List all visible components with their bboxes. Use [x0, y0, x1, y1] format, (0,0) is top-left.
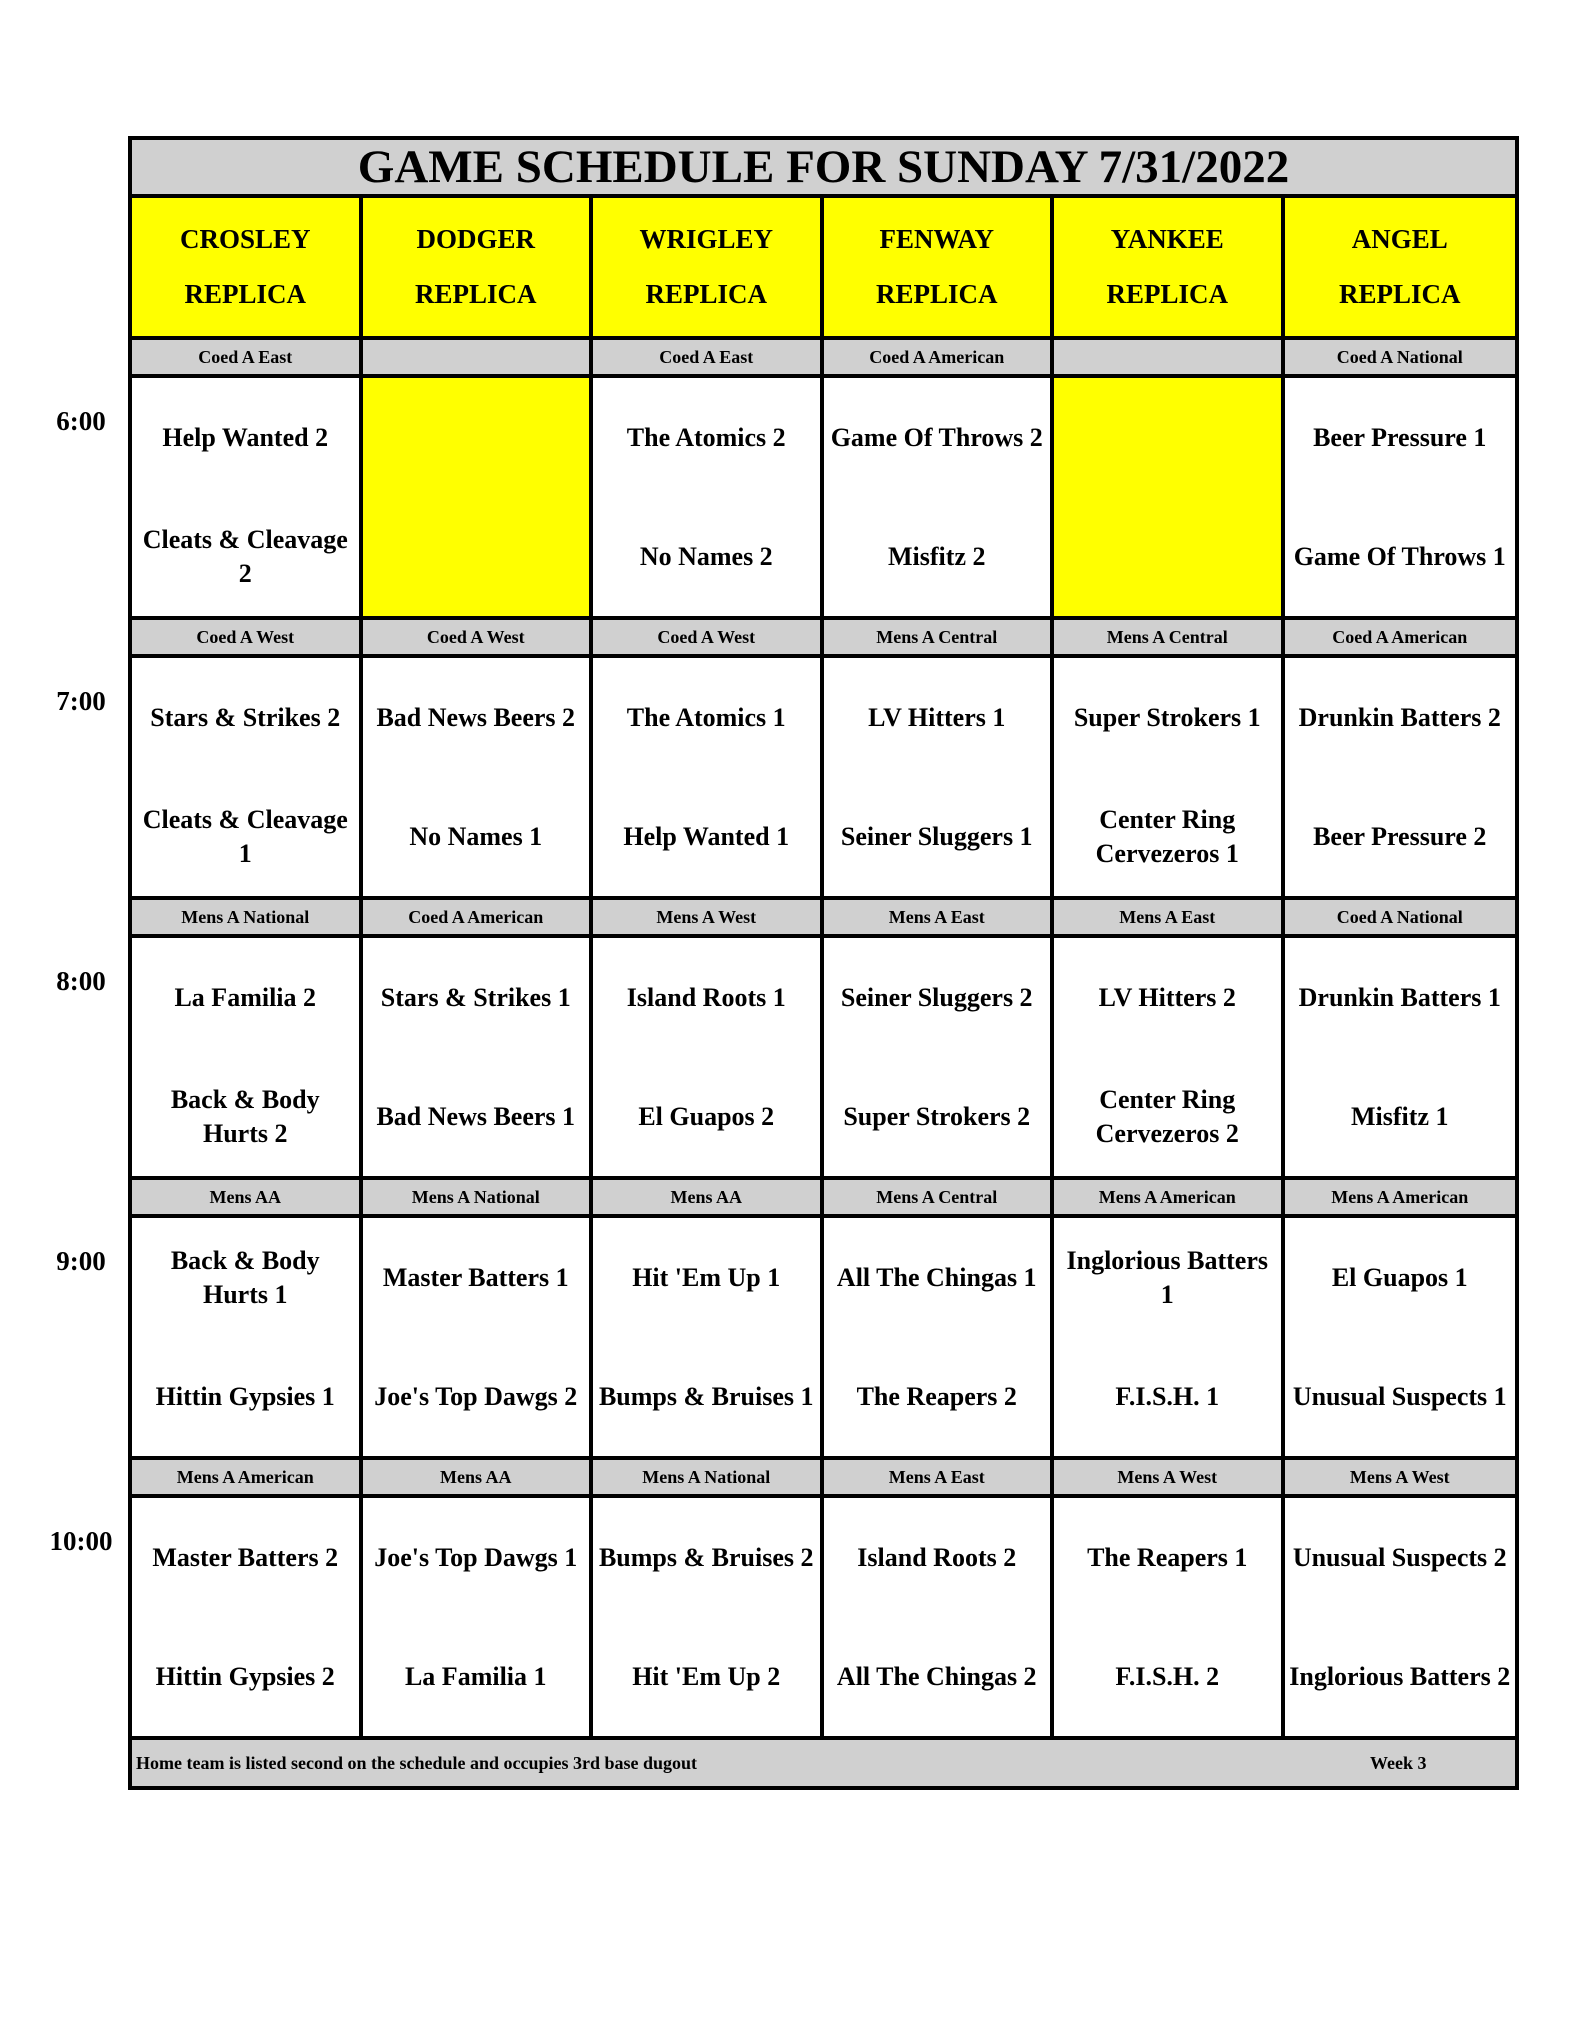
home-team: Game Of Throws 1 — [1293, 541, 1506, 571]
away-team: Drunkin Batters 1 — [1298, 982, 1501, 1012]
field-header-row — [132, 198, 1515, 340]
division-label: Mens A West — [1054, 1460, 1285, 1494]
home-team — [363, 497, 590, 616]
field-sub: REPLICA — [1106, 279, 1228, 309]
division-row — [132, 1460, 1515, 1498]
away-team: Help Wanted 2 — [162, 422, 329, 452]
game-cell — [593, 1218, 824, 1456]
away-team: LV Hitters 2 — [1098, 982, 1236, 1012]
home-team: F.I.S.H. 1 — [1115, 1381, 1220, 1411]
home-team: Help Wanted 1 — [623, 821, 790, 851]
game-cell — [1285, 378, 1516, 616]
away-team: Beer Pressure 1 — [1313, 422, 1487, 452]
home-team: Hit 'Em Up 2 — [632, 1661, 781, 1691]
away-team: Joe's Top Dawgs 1 — [374, 1542, 578, 1572]
home-team: No Names 1 — [409, 821, 543, 851]
home-team: No Names 2 — [639, 541, 773, 571]
game-row — [132, 1498, 1515, 1740]
home-team: Inglorious Batters 2 — [1289, 1661, 1511, 1691]
title-bar — [132, 140, 1515, 198]
field-sub: REPLICA — [414, 279, 537, 309]
away-team: Stars & Strikes 2 — [150, 702, 341, 732]
division-label: Coed A East — [132, 340, 363, 374]
division-label — [1054, 340, 1285, 374]
division-label: Coed A American — [1332, 626, 1468, 647]
field-header-angel — [1285, 198, 1516, 336]
home-team — [1054, 497, 1281, 616]
division-label: Coed A East — [593, 340, 824, 374]
home-team: El Guapos 2 — [638, 1101, 775, 1131]
game-cell — [593, 938, 824, 1176]
away-team: Unusual Suspects 2 — [1292, 1542, 1507, 1572]
footer-bar — [132, 1740, 1515, 1786]
game-cell — [824, 1498, 1055, 1736]
away-team: Game Of Throws 2 — [830, 422, 1043, 452]
home-team: Back & Body Hurts 2 — [170, 1084, 320, 1148]
division-label: Mens A West — [1349, 1466, 1450, 1487]
game-cell — [1285, 938, 1516, 1176]
home-team: Unusual Suspects 1 — [1292, 1381, 1507, 1411]
away-team: Master Batters 2 — [152, 1542, 339, 1572]
home-team: Beer Pressure 2 — [1313, 821, 1487, 851]
away-team: Super Strokers 1 — [1073, 702, 1261, 732]
division-label: Mens A American — [132, 1460, 363, 1494]
game-row — [132, 658, 1515, 900]
open-slot — [363, 378, 594, 616]
footer-note: Home team is listed second on the schedule and occupies 3rd base dugout — [136, 1752, 698, 1773]
field-name: WRIGLEY — [639, 224, 774, 254]
schedule-table — [128, 136, 1519, 1790]
game-cell — [1054, 658, 1285, 896]
away-team: The Reapers 1 — [1087, 1542, 1248, 1572]
away-team: The Atomics 1 — [626, 702, 786, 732]
away-team: Inglorious Batters 1 — [1066, 1245, 1268, 1309]
game-cell — [824, 938, 1055, 1176]
home-team: Bad News Beers 1 — [376, 1101, 576, 1131]
game-cell — [132, 658, 363, 896]
division-label: Mens A East — [1054, 900, 1285, 934]
home-team: Misfitz 2 — [888, 541, 986, 571]
home-team: Cleats & Cleavage 1 — [142, 804, 348, 868]
home-team: Bumps & Bruises 1 — [598, 1381, 814, 1411]
division-label: Coed A American — [824, 340, 1055, 374]
game-row — [132, 1218, 1515, 1460]
division-label — [363, 340, 594, 374]
home-team: Hittin Gypsies 1 — [155, 1381, 335, 1411]
division-label: Mens A East — [824, 900, 1055, 934]
game-cell — [1285, 1218, 1516, 1456]
division-label: Coed A National — [1336, 346, 1463, 367]
field-sub: REPLICA — [184, 279, 306, 309]
time-label: 6:00 — [56, 405, 106, 436]
division-row — [132, 900, 1515, 938]
away-team: La Familia 2 — [174, 982, 317, 1012]
division-label: Mens A Central — [1054, 620, 1285, 654]
field-header-dodger — [363, 198, 594, 336]
away-team — [363, 378, 590, 497]
home-team: Misfitz 1 — [1351, 1101, 1449, 1131]
game-cell — [363, 938, 594, 1176]
division-label: Mens A Central — [824, 620, 1055, 654]
division-label: Mens A American — [1331, 1186, 1469, 1207]
game-cell — [593, 1498, 824, 1736]
open-slot — [1054, 378, 1285, 616]
division-label: Mens A East — [824, 1460, 1055, 1494]
away-team: Bumps & Bruises 2 — [598, 1542, 814, 1572]
time-label: 8:00 — [56, 965, 106, 996]
division-row — [132, 340, 1515, 378]
division-label: Mens A National — [132, 900, 363, 934]
game-cell — [593, 378, 824, 616]
field-header-fenway — [824, 198, 1055, 336]
away-team: Master Batters 1 — [382, 1262, 569, 1292]
division-label: Mens AA — [132, 1180, 363, 1214]
division-label: Mens AA — [593, 1180, 824, 1214]
away-team: LV Hitters 1 — [868, 702, 1006, 732]
home-team: La Familia 1 — [404, 1661, 547, 1691]
field-sub: REPLICA — [1338, 279, 1461, 309]
game-cell — [1054, 1498, 1285, 1736]
game-cell — [363, 1218, 594, 1456]
game-cell — [824, 658, 1055, 896]
away-team: Island Roots 1 — [626, 982, 786, 1012]
field-header-wrigley — [593, 198, 824, 336]
home-team: Super Strokers 2 — [843, 1101, 1031, 1131]
home-team: Seiner Sluggers 1 — [840, 821, 1033, 851]
game-cell — [132, 938, 363, 1176]
division-label: Mens A American — [1054, 1180, 1285, 1214]
field-name: ANGEL — [1351, 224, 1448, 254]
home-team: Center Ring Cervezeros 1 — [1095, 804, 1239, 868]
division-row — [132, 620, 1515, 658]
field-sub: REPLICA — [875, 279, 998, 309]
game-cell — [132, 378, 363, 616]
field-name: YANKEE — [1110, 224, 1224, 254]
game-cell — [1285, 658, 1516, 896]
field-name: DODGER — [416, 224, 535, 254]
field-header-crosley — [132, 198, 363, 336]
game-cell — [132, 1218, 363, 1456]
field-name: CROSLEY — [179, 224, 311, 254]
time-label: 7:00 — [56, 685, 106, 716]
home-team: The Reapers 2 — [856, 1381, 1017, 1411]
game-cell — [1054, 1218, 1285, 1456]
page-title: GAME SCHEDULE FOR SUNDAY 7/31/2022 — [357, 140, 1290, 193]
division-label: Mens AA — [363, 1460, 594, 1494]
time-label: 10:00 — [49, 1525, 113, 1556]
field-header-yankee — [1054, 198, 1285, 336]
away-team: Bad News Beers 2 — [376, 702, 576, 732]
field-name: FENWAY — [879, 224, 995, 254]
game-cell — [363, 1498, 594, 1736]
game-cell — [824, 378, 1055, 616]
game-cell — [593, 658, 824, 896]
division-label: Mens A National — [593, 1460, 824, 1494]
division-label: Coed A West — [363, 620, 594, 654]
division-label: Coed A National — [1336, 906, 1463, 927]
away-team: The Atomics 2 — [626, 422, 786, 452]
division-label: Mens A Central — [824, 1180, 1055, 1214]
home-team: Joe's Top Dawgs 2 — [374, 1381, 578, 1411]
division-label: Mens A West — [593, 900, 824, 934]
away-team: All The Chingas 1 — [836, 1262, 1037, 1292]
game-cell — [1054, 938, 1285, 1176]
game-row — [132, 378, 1515, 620]
game-cell — [363, 658, 594, 896]
week-label: Week 3 — [1370, 1752, 1427, 1773]
division-label: Mens A National — [363, 1180, 594, 1214]
away-team: Island Roots 2 — [857, 1542, 1017, 1572]
away-team — [1054, 378, 1281, 497]
home-team: F.I.S.H. 2 — [1115, 1661, 1220, 1691]
game-row — [132, 938, 1515, 1180]
away-team: Drunkin Batters 2 — [1298, 702, 1501, 732]
game-cell — [132, 1498, 363, 1736]
game-cell — [1285, 1498, 1516, 1736]
division-row — [132, 1180, 1515, 1218]
away-team: Hit 'Em Up 1 — [632, 1262, 781, 1292]
away-team: Stars & Strikes 1 — [380, 982, 571, 1012]
division-label: Coed A West — [593, 620, 824, 654]
away-team: Seiner Sluggers 2 — [840, 982, 1033, 1012]
away-team: Back & Body Hurts 1 — [170, 1245, 320, 1309]
home-team: All The Chingas 2 — [836, 1661, 1037, 1691]
time-label: 9:00 — [56, 1245, 106, 1276]
away-team: El Guapos 1 — [1331, 1262, 1468, 1292]
home-team: Center Ring Cervezeros 2 — [1095, 1084, 1239, 1148]
field-sub: REPLICA — [645, 279, 767, 309]
division-label: Coed A American — [363, 900, 594, 934]
home-team: Hittin Gypsies 2 — [155, 1661, 335, 1691]
home-team: Cleats & Cleavage 2 — [142, 524, 348, 588]
game-cell — [824, 1218, 1055, 1456]
division-label: Coed A West — [132, 620, 363, 654]
